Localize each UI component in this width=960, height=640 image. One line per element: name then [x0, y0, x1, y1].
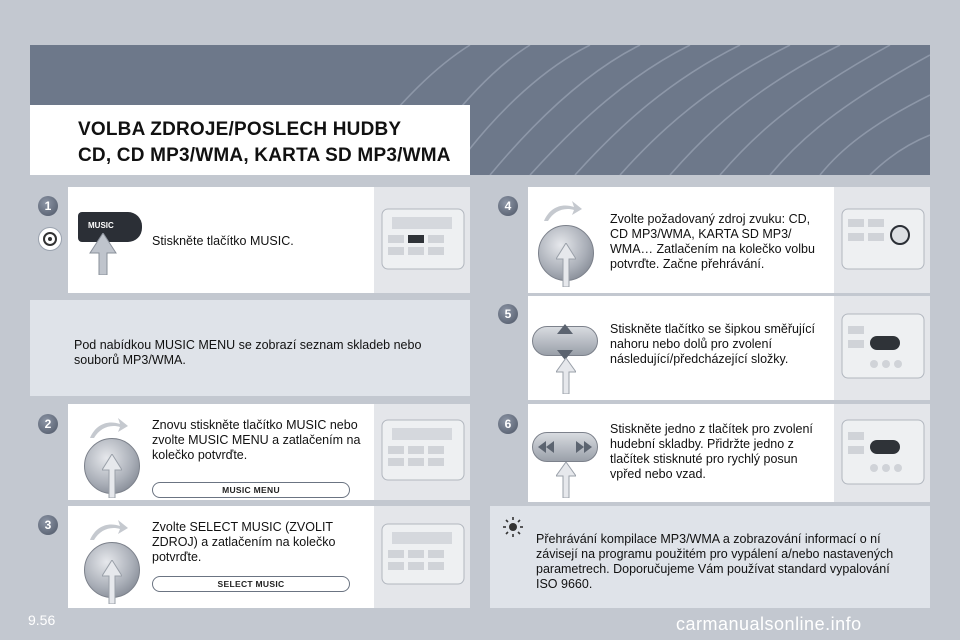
page-number: 9.56 [28, 612, 56, 628]
press-arrow-icon [88, 233, 118, 275]
rotate-arrow-icon [88, 520, 128, 542]
title-box [30, 105, 470, 175]
note-text: Pod nabídkou MUSIC MENU se zobrazí seznam skladeb nebo souborů MP3/WMA. [74, 338, 422, 367]
radio-icon [38, 227, 62, 251]
step-5-badge: 5 [498, 304, 518, 324]
step-3-panel [68, 506, 470, 608]
step-1-panel [68, 187, 470, 293]
step-3-badge: 3 [38, 515, 58, 535]
step-2-dashboard-thumbnail [374, 404, 470, 500]
step-4-text: Zvolte požadovaný zdroj zvuku: CD, CD MP3/WMA, KARTA SD MP3/ WMA… Zatlačením na kolečko volbu potvrďte. Začne přehrávání. [610, 212, 815, 271]
press-arrow-icon [102, 454, 122, 498]
press-arrow-icon [556, 462, 576, 498]
tip-panel [490, 506, 930, 608]
fast-forward-icon [576, 441, 592, 453]
press-arrow-icon [102, 560, 122, 604]
tip-text: Přehrávání kompilace MP3/WMA a zobrazování informací o ní závisejí na programu použitém pro vypálení a/nebo nastavených parametrech. Doporučujeme Vám používat standard vypalování ISO 9660. [536, 532, 894, 591]
music-button-label: MUSIC [88, 221, 114, 230]
step-6-text: Stiskněte jedno z tlačítek pro zvolení hudební skladby. Přidržte jedno z tlačítek stisknuté pro rychlý posun vpřed nebo vzad. [610, 422, 813, 481]
note-panel [30, 300, 470, 396]
step-3-dashboard-thumbnail [374, 506, 470, 608]
select-music-label[interactable]: SELECT MUSIC [152, 576, 350, 592]
step-2-panel [68, 404, 470, 500]
rotate-arrow-icon [542, 201, 582, 223]
step-6-panel [528, 404, 930, 502]
step-6-dashboard-thumbnail [834, 404, 930, 502]
step-2-text: Znovu stiskněte tlačítko MUSIC nebo zvolte MUSIC MENU a zatlačením na kolečko potvrďte. [152, 418, 361, 462]
press-arrow-icon [556, 243, 576, 287]
page-title-line-1: VOLBA ZDROJE/POSLECH HUDBY [78, 119, 402, 140]
press-arrow-icon [556, 358, 576, 394]
chevron-up-icon [557, 324, 573, 334]
step-1-text: Stiskněte tlačítko MUSIC. [152, 234, 294, 248]
step-6-badge: 6 [498, 414, 518, 434]
step-5-text: Stiskněte tlačítko se šipkou směřující nahoru nebo dolů pro zvolení následující/předcházející složky. [610, 322, 815, 366]
step-4-panel [528, 187, 930, 293]
step-4-badge: 4 [498, 196, 518, 216]
step-3-text: Zvolte SELECT MUSIC (ZVOLIT ZDROJ) a zatlačením na kolečko potvrďte. [152, 520, 336, 564]
page-title-line-2: CD, CD MP3/WMA, KARTA SD MP3/WMA [78, 145, 451, 166]
step-1-dashboard-thumbnail [374, 187, 470, 293]
rotate-arrow-icon [88, 418, 128, 440]
step-5-panel [528, 296, 930, 400]
rewind-icon [538, 441, 554, 453]
music-menu-label[interactable]: MUSIC MENU [152, 482, 350, 498]
watermark: carmanualsonline.info [676, 614, 862, 634]
step-2-badge: 2 [38, 414, 58, 434]
step-4-dashboard-thumbnail [834, 187, 930, 293]
step-1-badge: 1 [38, 196, 58, 216]
sun-icon [502, 516, 524, 538]
step-5-dashboard-thumbnail [834, 296, 930, 400]
